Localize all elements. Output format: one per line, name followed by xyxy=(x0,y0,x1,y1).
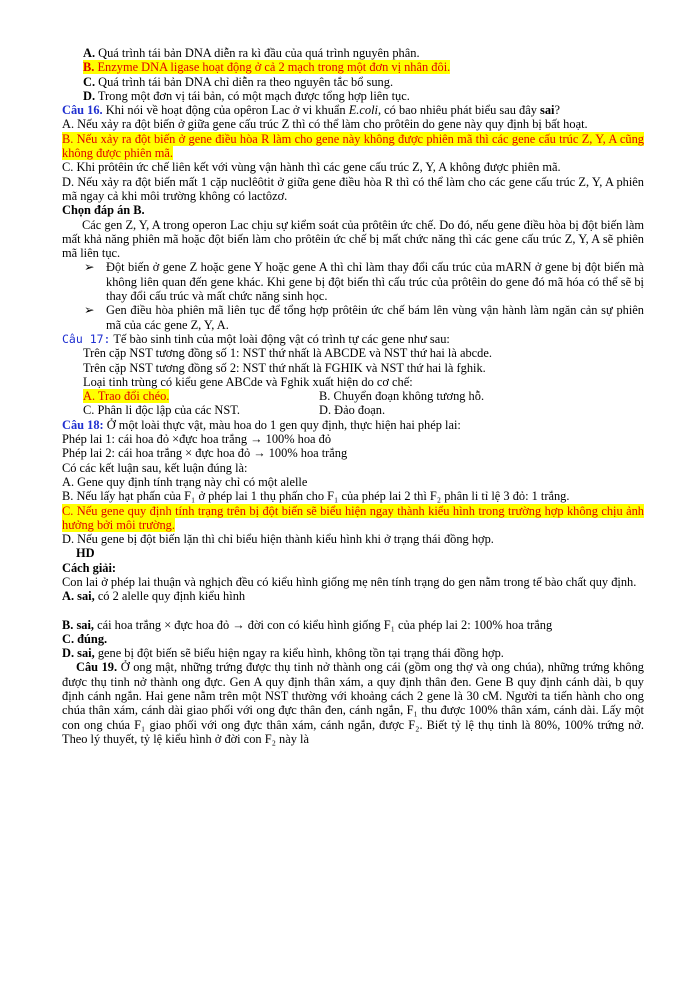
q19-paragraph xyxy=(62,660,644,746)
q15-option-a-key: A. xyxy=(83,46,96,60)
q18-answer-d-key: D. sai, xyxy=(62,646,95,661)
q16-label: Câu 16. xyxy=(62,103,103,118)
q18-option-d: D. Nếu gene bị đột biến lặn thì chỉ biểu hiện thành kiểu hình khi ở trạng thái đồng hợp. xyxy=(62,532,494,547)
q15-option-b-highlight xyxy=(83,60,450,74)
q18-stem-text: Ở một loài thực vật, màu hoa do 1 gen quy định, thực hiện hai phép lai: xyxy=(106,417,461,432)
q15-option-c-key: C. xyxy=(83,74,96,89)
q16-bullet-1-text: Đột biến ở gene Z hoặc gene Y hoặc gene A thì chỉ làm thay đổi cấu trúc của mARN ở gene bị đột biến mà không liên quan đến gene khác. Khi gene bị đột biến thì cấu trúc của prôtêin do gene đó mã hóa có thể sẽ bị thay đổi cấu trúc và mất chức năng sinh học. xyxy=(106,260,644,304)
q15-option-b xyxy=(62,60,644,74)
q18-label: Câu 18: xyxy=(62,417,104,432)
q18-answer-a-text: có 2 alelle quy định kiểu hình xyxy=(97,589,246,604)
q15-option-a xyxy=(62,46,644,60)
q16-option-b-text: B. Nếu xảy ra đột biến ở gene điều hòa R làm cho gene này không được phiên mã thì các gene cấu trúc Z, Y, A cũng không được phiên mã. xyxy=(62,131,644,161)
q15-option-d-key: D. xyxy=(83,88,96,103)
q16-stem-sai: sai xyxy=(540,103,555,118)
q17-line-3: Loại tinh trùng có kiểu gene ABCde và Fghik xuất hiện do cơ chế: xyxy=(83,374,413,389)
q15-option-c xyxy=(62,75,644,89)
q17-option-d: D. Đảo đoạn. xyxy=(319,403,386,418)
q16-stem-part2: , có bao nhiêu phát biểu sau đây xyxy=(377,103,537,118)
q17-option-a: A. Trao đổi chéo. xyxy=(83,389,170,404)
q16-stem-ecoli: E.coli xyxy=(348,103,378,118)
document-page xyxy=(62,46,644,746)
q15-option-b-text: Enzyme DNA ligase hoạt động ở cả 2 mạch trong một đơn vị nhân đôi. xyxy=(97,60,451,75)
q18-answer-c: C. đúng. xyxy=(62,631,108,646)
q18-answer-d-text: gene bị đột biến sẽ biểu hiện ngay ra kiểu hình, không tồn tại trạng thái đồng hợp. xyxy=(97,646,504,661)
q17-option-c: C. Phân li độc lập của các NST. xyxy=(83,403,241,418)
q18-stem xyxy=(62,418,644,432)
q17-stem xyxy=(62,332,644,346)
q16-bullet-1 xyxy=(62,260,644,303)
q16-explanation: Các gen Z, Y, A trong operon Lac chịu sự kiểm soát của prôtêin ức chế. Do đó, nếu gene điều hòa bị đột biến làm mất khả năng phiên mã hoặc đột biến làm cho prôtêin ức chế bị mất chức năng thì các gene cấu trúc Z, Y, A sẽ phiên mã liên tục. xyxy=(62,217,644,261)
q17-stem-text: Tế bào sinh tinh của một loài động vật có trình tự các gene như sau: xyxy=(113,331,450,346)
q16-option-d: D. Nếu xảy ra đột biến mất 1 cặp nuclêôtit ở giữa gene điều hòa R thì có thể làm cho các gene cấu trúc Z, Y, A phiên mã ngay cả khi môi trường không có lactôzơ. xyxy=(62,174,644,203)
q17-label: Câu 17: xyxy=(62,331,111,346)
q15-option-c-text: Quá trình tái bản DNA chỉ diễn ra theo nguyên tắc bổ sung. xyxy=(98,74,394,89)
q15-option-b-key: B. xyxy=(83,60,95,75)
q18-option-c xyxy=(62,504,644,533)
q18-cross-1: Phép lai 1: cái hoa đỏ ×đực hoa trắng → 100% hoa đỏ xyxy=(62,432,332,447)
q17-line-1: Trên cặp NST tương đồng số 1: NST thứ nhất là ABCDE và NST thứ hai là abcde. xyxy=(83,346,492,361)
q18-answer-b xyxy=(62,618,644,632)
q18-solution: Con lai ở phép lai thuận và nghịch đều có kiểu hình giống mẹ nên tính trạng do gen nằm trong tế bào chất quy định. xyxy=(62,574,637,589)
arrow-bullet-icon: ➢ xyxy=(84,303,95,318)
q18-method-heading: Cách giải: xyxy=(62,560,117,575)
q15-option-d xyxy=(62,89,644,103)
q16-bullet-2-text: Gen điều hòa phiên mã liên tục để tổng hợp prôtêin ức chế bám lên vùng vận hành làm ngăn cản sự phiên mã của các gene Z, Y, A. xyxy=(106,303,644,332)
q18-cross-2: Phép lai 2: cái hoa trắng × đực hoa đỏ → 100% hoa trắng xyxy=(62,446,348,461)
arrow-bullet-icon: ➢ xyxy=(84,260,95,275)
q17-option-a-cell xyxy=(83,389,319,403)
spacer xyxy=(62,604,644,618)
q17-option-b: B. Chuyển đoạn không tương hỗ. xyxy=(319,389,485,404)
q18-answer-d xyxy=(62,646,644,660)
q15-option-d-text: Trong một đơn vị tái bản, có một mạch được tổng hợp liên tục. xyxy=(97,88,410,103)
q18-option-b: B. Nếu lấy hạt phấn của F₁ ở phép lai 1 thụ phấn cho F₁ của phép lai 2 thì F₂ phân li tỉ lệ 3 đỏ: 1 trắng. xyxy=(62,489,570,504)
q19-label: Câu 19. xyxy=(76,660,118,675)
q18-option-c-text: C. Nếu gene quy định tính trạng trên bị đột biến sẽ biểu hiện ngay thành kiểu hình trong trường hợp không chịu ảnh hưởng bởi môi trường. xyxy=(62,503,644,532)
q19-text: Ở ong mật, những trứng được thụ tinh nở thành ong cái (gồm ong thợ và ong chúa), những trứng không được thụ tinh nở thành ong đực. Gen A quy định thân xám, a quy định thân đen. Gene B quy định cánh dài, b quy định cánh ngắn. Hai gene nằm trên một NST thường với khoảng cách 2 gene là 30 cM. Người ta tiến hành cho ong chúa thân xám, cánh dài giao phối với ong đực thân đen, cánh ngắn, F₁ thu được 100% thân xám, cánh dài. Lấy một con ong chúa F₁ giao phối với ong đực thân xám, cánh ngắn, được F₂. Biết tỷ lệ thụ tinh là 80%, 100% trứng nở. Theo lý thuyết, tỷ lệ kiểu hình ở đời con F₂ này là xyxy=(62,660,645,746)
q16-bullet-2 xyxy=(62,303,644,332)
q18-option-a: A. Gene quy định tính trạng này chỉ có một alelle xyxy=(62,474,308,489)
q16-answer: Chọn đáp án B. xyxy=(62,203,145,218)
q17-line-2: Trên cặp NST tương đồng số 2: NST thứ nhất là FGHIK và NST thứ hai là fghik. xyxy=(83,360,486,375)
q18-answer-a xyxy=(62,589,644,603)
q16-stem xyxy=(62,103,644,117)
q18-hd-heading: HD xyxy=(76,546,95,561)
q15-option-a-text: Quá trình tái bản DNA diễn ra kì đầu của quá trình nguyên phân. xyxy=(98,46,420,60)
q17-options-row-1 xyxy=(62,389,644,403)
q16-option-c: C. Khi prôtêin ức chế liên kết với vùng vận hành thì các gene cấu trúc Z, Y, A không được phiên mã. xyxy=(62,160,561,175)
q16-stem-qmark: ? xyxy=(554,103,560,118)
q18-answer-b-key: B. sai, xyxy=(62,617,95,632)
q18-prompt: Có các kết luận sau, kết luận đúng là: xyxy=(62,460,248,475)
q16-stem-part1: Khi nói về hoạt động của opêron Lac ở vi khuẩn xyxy=(105,103,346,118)
q18-answer-a-key: A. sai, xyxy=(62,589,95,604)
q18-answer-b-text: cái hoa trắng × đực hoa đỏ → đời con có kiểu hình giống F₁ của phép lai 2: 100% hoa trắng xyxy=(97,617,553,632)
q17-options-row-2 xyxy=(62,403,644,417)
q16-option-b xyxy=(62,132,644,161)
q16-option-a: A. Nếu xảy ra đột biến ở giữa gene cấu trúc Z thì có thể làm cho prôtêin do gene này quy định bị bất hoạt. xyxy=(62,117,588,132)
